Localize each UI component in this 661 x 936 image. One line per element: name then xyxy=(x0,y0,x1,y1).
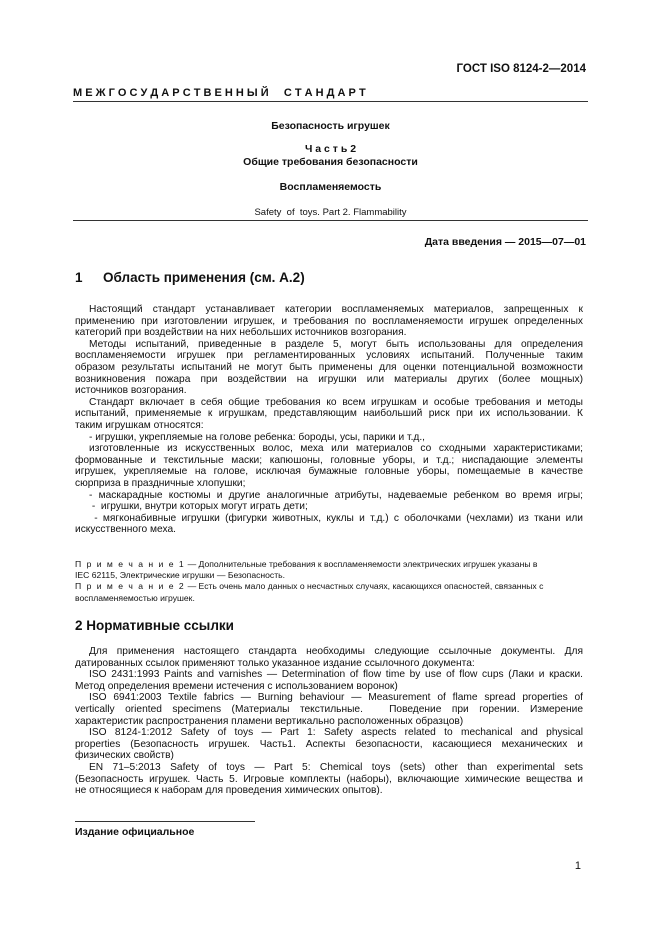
section-1-line: образом результаты испытаний не могут быть применены для оценки потенциальной возможности xyxy=(75,361,583,373)
section-1-line: изготовленные из искусственных волос, меха или материалов со сходными характеристиками; xyxy=(89,443,583,455)
section-1-line: сюрприза в праздничные хлопушки; xyxy=(75,477,246,489)
footer-rule xyxy=(75,821,255,822)
section-1-line: Методы испытаний, приведенные в разделе 5, могут быть использованы для определения xyxy=(89,338,583,350)
section-2-line: Метод определения времени истечения с использованием воронок) xyxy=(75,680,398,692)
note-1-label: П р и м е ч а н и е 1 xyxy=(75,559,186,569)
section-1-title: Область применения (см. А.2) xyxy=(103,270,305,285)
section-2-line: EN 71–5:2013 Safety of toys — Part 5: Chemical toys (sets) other than experimental sets xyxy=(89,761,583,773)
note-1-continuation: IEC 62115, Электрические игрушки — Безопасность. xyxy=(75,570,286,581)
section-1-line: Настоящий стандарт устанавливает категории воспламеняемых материалов, запрещенных к xyxy=(89,304,583,315)
english-title: Safety of toys. Part 2. Flammability xyxy=(254,207,407,218)
section-1-line: категорий при воздействии на них небольших источников возгорания. xyxy=(75,327,407,339)
section-2-line: ISO 8124-1:2012 Safety of toys — Part 1: Safety aspects related to mechanical and physical xyxy=(89,727,583,739)
doc-subtitle: Воспламеняемость xyxy=(279,181,382,193)
section-1-line: - игрушки, внутри которых могут играть дети; xyxy=(89,501,308,513)
section-1-line: искусственного меха. xyxy=(75,524,176,536)
section-2-line: (Безопасность игрушек. Часть 5. Игровые комплекты (наборы), включающие химические вещества и xyxy=(75,773,583,785)
note-2-text: — Есть очень мало данных о несчастных случаях, касающихся опасностей, связанных с xyxy=(185,581,544,592)
page-number: 1 xyxy=(574,860,581,872)
section-2-paragraphs xyxy=(75,646,583,797)
section-1-line: - игрушки, укрепляемые на голове ребенка: бороды, усы, парики и т.д., xyxy=(89,431,426,443)
section-1-line: возникновения пожара при воздействии на игрушки или материалы других (более мощных) xyxy=(75,373,583,385)
section-2-line: характеристик распространения пламени вертикально расположенных образцов) xyxy=(75,715,464,727)
section-2-line: ISO 2431:1993 Paints and varnishes — Determination of flow time by use of flow cups (Лаки и краски. xyxy=(89,669,583,681)
section-1-number: 1 xyxy=(75,270,83,285)
section-2-line: не относящиеся к наборам для проведения химических опытов). xyxy=(75,785,383,797)
title-rule xyxy=(73,220,588,221)
note-1 xyxy=(75,559,583,604)
section-1-line: испытаний, применяемые к игрушкам, представляющим наибольший риск при их использовании. К xyxy=(75,408,583,420)
note-1-text: — Дополнительные требования к воспламеняемости электрических игрушек указаны в xyxy=(185,559,538,569)
part-number: Ч а с т ь 2 xyxy=(304,143,357,155)
interstate-standard-label: М Е Ж Г О С У Д А Р С Т В Е Н Н Ы Й С Т А Н Д А Р Т xyxy=(73,87,366,99)
section-2-line: properties (Безопасность игрушек. Часть1. Аспекты безопасности, касающиеся механических и xyxy=(75,738,583,750)
section-1-line: - маскарадные костюмы и другие аналогичные атрибуты, надеваемые ребенком во время игры; xyxy=(89,489,583,501)
section-1-line: источников возгорания. xyxy=(75,385,187,397)
section-2-line: Для применения настоящего стандарта необходимы следующие ссылочные документы. Для xyxy=(89,646,583,657)
section-1-paragraphs xyxy=(75,304,583,536)
standard-id: ГОСТ ISO 8124-2—2014 xyxy=(456,63,586,75)
note-2-label: П р и м е ч а н и е 2 xyxy=(75,581,186,592)
section-1-heading xyxy=(75,270,305,285)
header-rule xyxy=(73,101,588,102)
section-2-line: датированных ссылок применяют только указанное издание ссылочного документа: xyxy=(75,657,475,669)
note-2-continuation: воспламеняемостью игрушек. xyxy=(75,592,195,603)
section-1-line: - мягконабивные игрушки (фигурки животных, куклы и т.д.) с оболочками (чехлами) из ткани или xyxy=(89,512,583,524)
section-2-line: vertically oriented specimens (Материалы текстильные. Поведение при горении. Измерение xyxy=(75,703,583,715)
section-1-line: применению при изготовлении игрушек, и требования по воспламеняемости игрушек определенных xyxy=(75,315,583,327)
section-2-line: ISO 6941:2003 Textile fabrics — Burning behaviour — Measurement of flame spread properties of xyxy=(89,692,583,704)
section-2-line: физических свойств) xyxy=(75,750,174,762)
section-2-heading: 2 Нормативные ссылки xyxy=(75,618,234,633)
section-1-line: игрушек, укрепляемые на голове, исключая бумажные головные уборы, помещаемые в качестве xyxy=(75,466,583,478)
section-1-line: Стандарт включает в себя общие требования ко всем игрушкам и особые требования и методы xyxy=(89,396,583,408)
edition-label: Издание официальное xyxy=(75,826,195,838)
section-1-line: формованные и текстильные маски; капюшоны, головные уборы, и т.д.; ниспадающие элементы xyxy=(75,454,583,466)
part-title: Общие требования безопасности xyxy=(243,156,418,168)
doc-title: Безопасность игрушек xyxy=(271,120,390,132)
section-1-line: таким игрушкам относятся: xyxy=(75,419,204,431)
introduction-date: Дата введения — 2015—07—01 xyxy=(424,236,586,248)
section-1-line: воспламеняемости игрушек при регламентированных условиях испытаний. Полученные таким xyxy=(75,350,583,362)
